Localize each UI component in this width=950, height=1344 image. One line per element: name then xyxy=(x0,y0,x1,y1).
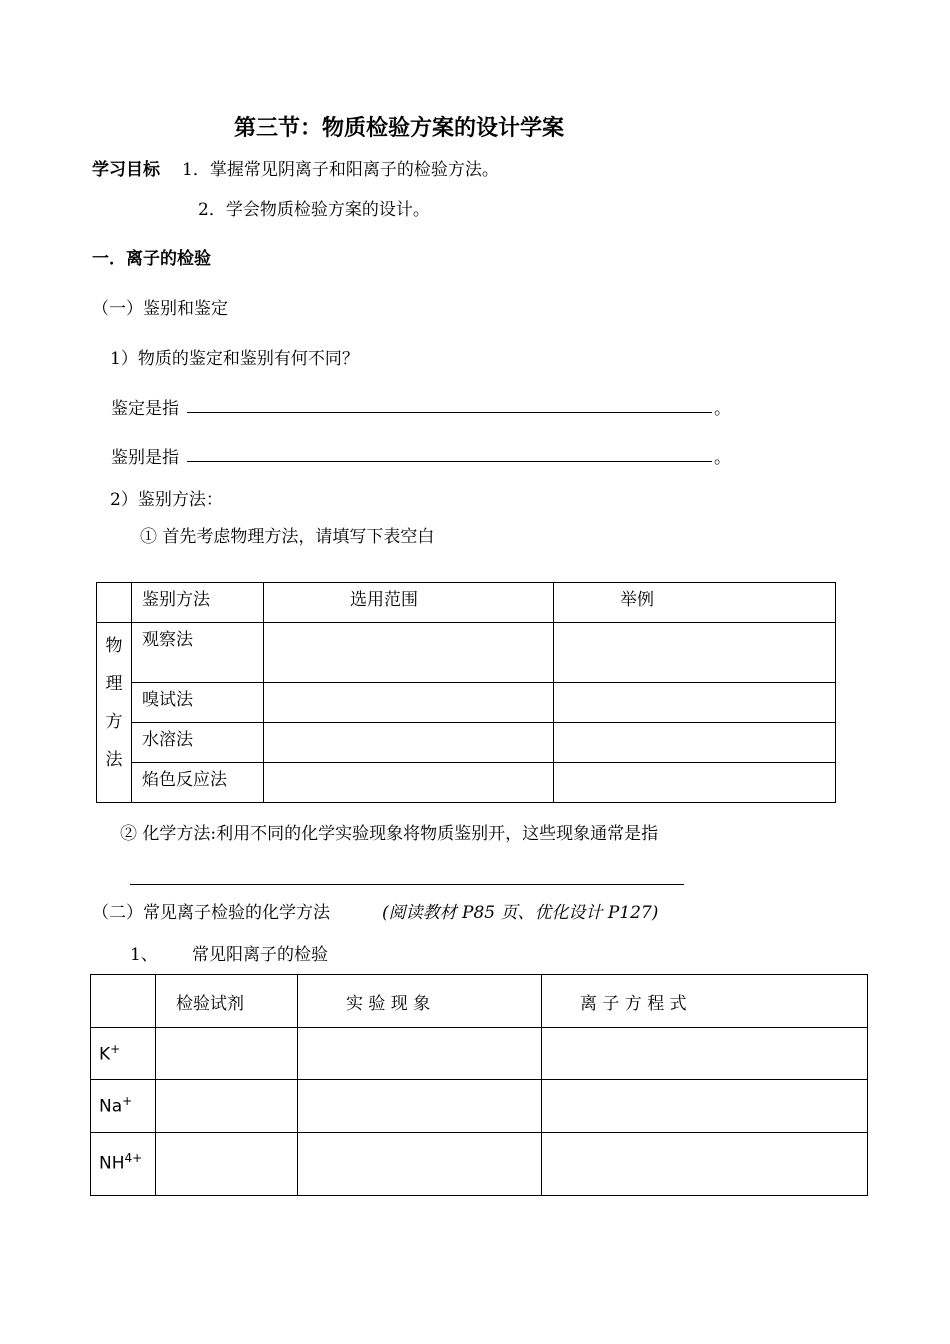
physical-prompt: ① 首先考虑物理方法，请填写下表空白 xyxy=(140,527,435,547)
physical-group-label: 物 理 方 法 xyxy=(97,623,132,803)
table2-cell[interactable] xyxy=(298,1080,542,1133)
chemical-blank[interactable] xyxy=(130,884,684,885)
identify-label: 鉴定是指 xyxy=(111,399,179,419)
page-title: 第三节：物质检验方案的设计学案 xyxy=(234,116,565,141)
ion-label-na: Na+ xyxy=(91,1080,156,1133)
table1-cell[interactable] xyxy=(554,683,836,723)
table2-cell[interactable] xyxy=(156,1028,298,1080)
table2-corner xyxy=(91,975,156,1028)
question-2: 2）鉴别方法： xyxy=(110,490,223,510)
table1-cell[interactable] xyxy=(264,683,554,723)
section2-heading: （二）常见离子检验的化学方法 xyxy=(92,903,330,923)
cation-item-number: 1、 xyxy=(130,945,158,965)
identify-blank[interactable] xyxy=(187,412,712,413)
table1-cell[interactable] xyxy=(554,723,836,763)
physical-methods-table xyxy=(96,582,836,803)
question-1: 1）物质的鉴定和鉴别有何不同？ xyxy=(110,349,359,369)
table2-cell[interactable] xyxy=(298,1028,542,1080)
table1-row-label: 嗅试法 xyxy=(132,683,264,723)
table1-header-scope: 选用范围 xyxy=(264,583,554,623)
table1-cell[interactable] xyxy=(264,723,554,763)
objective-item-2: 2．学会物质检验方案的设计。 xyxy=(198,200,430,220)
table1-cell[interactable] xyxy=(264,623,554,683)
distinguish-blank[interactable] xyxy=(187,461,712,462)
table1-row-label: 焰色反应法 xyxy=(132,763,264,803)
section1-heading: 一．离子的检验 xyxy=(92,249,211,269)
table2-header-phenomenon: 实 验 现 象 xyxy=(298,975,542,1028)
table1-row-label: 水溶法 xyxy=(132,723,264,763)
cation-test-table xyxy=(90,974,868,1196)
table1-corner xyxy=(97,583,132,623)
table2-cell[interactable] xyxy=(542,1028,868,1080)
table1-header-method: 鉴别方法 xyxy=(132,583,264,623)
identify-period: 。 xyxy=(714,399,731,419)
section1-sub1: （一）鉴别和鉴定 xyxy=(92,299,228,319)
table1-cell[interactable] xyxy=(554,763,836,803)
table2-cell[interactable] xyxy=(542,1133,868,1196)
objective-item-1: 1．掌握常见阴离子和阳离子的检验方法。 xyxy=(182,160,499,180)
table1-header-example: 举例 xyxy=(554,583,836,623)
table2-cell[interactable] xyxy=(298,1133,542,1196)
table2-header-reagent: 检验试剂 xyxy=(156,975,298,1028)
distinguish-label: 鉴别是指 xyxy=(111,448,179,468)
chemical-prompt: ② 化学方法:利用不同的化学实验现象将物质鉴别开，这些现象通常是指 xyxy=(120,824,659,844)
table2-cell[interactable] xyxy=(542,1080,868,1133)
objectives-label: 学习目标 xyxy=(92,160,160,180)
table1-row-label: 观察法 xyxy=(132,623,264,683)
cation-item-title: 常见阳离子的检验 xyxy=(192,945,328,965)
ion-label-nh4: $NH^{4+}$ xyxy=(91,1133,156,1196)
distinguish-period: 。 xyxy=(714,448,731,468)
table2-cell[interactable] xyxy=(156,1080,298,1133)
ion-label-k: K+ xyxy=(91,1028,156,1080)
table1-cell[interactable] xyxy=(554,623,836,683)
table2-cell[interactable] xyxy=(156,1133,298,1196)
section2-reference: (阅读教材 P85 页、优化设计 P127) xyxy=(382,903,659,923)
table2-header-equation: 离 子 方 程 式 xyxy=(542,975,868,1028)
table1-cell[interactable] xyxy=(264,763,554,803)
